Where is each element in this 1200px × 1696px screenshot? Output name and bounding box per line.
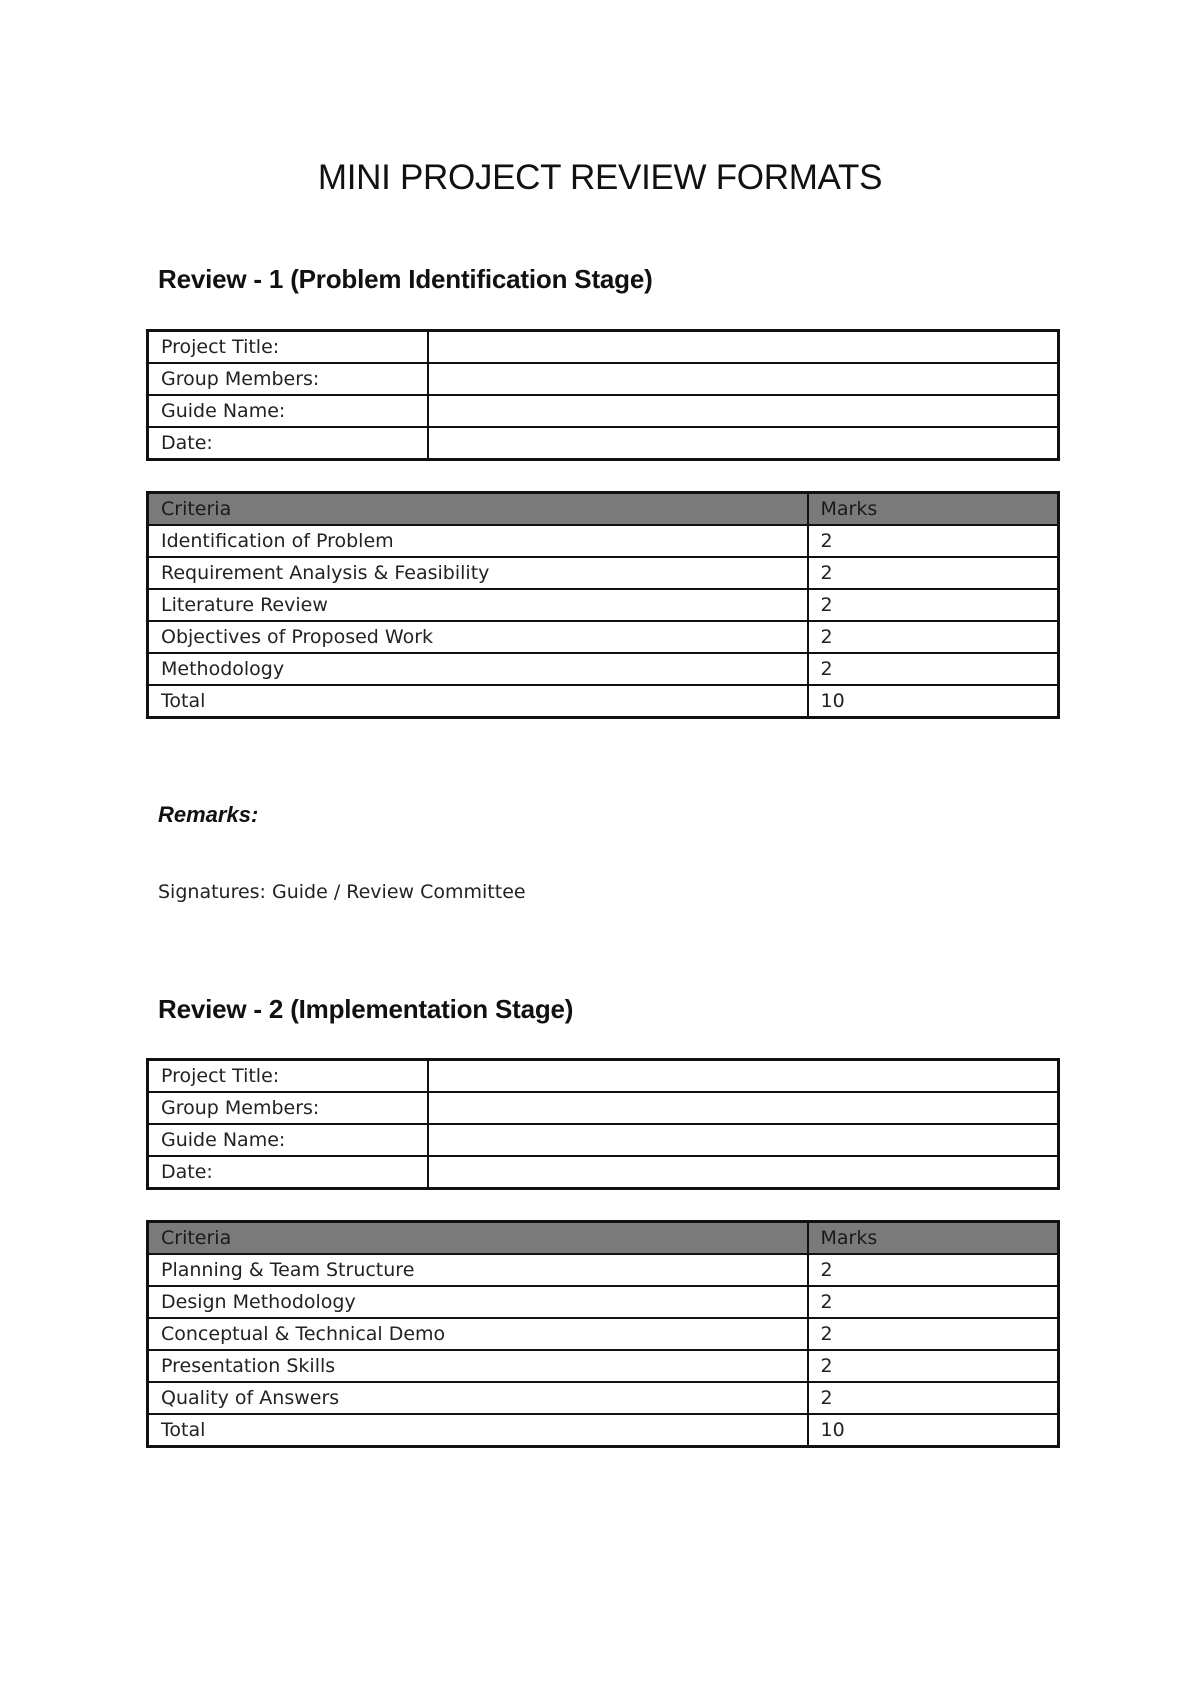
criteria-header: Criteria [148,1222,808,1255]
marks-cell: 2 [808,653,1059,685]
review-1-criteria-table [146,491,1060,719]
date-field[interactable] [428,427,1059,460]
info-row-guide-name [148,1124,1059,1156]
table-row [148,1318,1059,1350]
review-2-criteria-table [146,1220,1060,1448]
info-label: Date: [148,1156,428,1189]
group-members-field[interactable] [428,1092,1059,1124]
review-1-info-table [146,329,1060,461]
criteria-cell: Methodology [148,653,808,685]
criteria-cell: Total [148,685,808,718]
table-row [148,589,1059,621]
marks-header: Marks [808,1222,1059,1255]
criteria-cell: Presentation Skills [148,1350,808,1382]
review-1-heading: Review - 1 (Problem Identification Stage) [158,264,653,294]
info-label: Project Title: [148,1060,428,1093]
criteria-cell: Conceptual & Technical Demo [148,1318,808,1350]
criteria-header-row [148,493,1059,526]
date-field[interactable] [428,1156,1059,1189]
marks-cell: 2 [808,621,1059,653]
guide-name-field[interactable] [428,395,1059,427]
table-row [148,653,1059,685]
table-row [148,1286,1059,1318]
table-row-total [148,685,1059,718]
marks-cell: 10 [808,685,1059,718]
criteria-cell: Quality of Answers [148,1382,808,1414]
info-label: Guide Name: [148,1124,428,1156]
info-row-project-title [148,331,1059,364]
marks-cell: 2 [808,1286,1059,1318]
criteria-header: Criteria [148,493,808,526]
signatures-line: Signatures: Guide / Review Committee [158,881,526,903]
group-members-field[interactable] [428,363,1059,395]
marks-cell: 2 [808,525,1059,557]
remarks-label: Remarks: [158,802,259,827]
criteria-cell: Literature Review [148,589,808,621]
guide-name-field[interactable] [428,1124,1059,1156]
info-label: Guide Name: [148,395,428,427]
criteria-cell: Requirement Analysis & Feasibility [148,557,808,589]
criteria-cell: Objectives of Proposed Work [148,621,808,653]
table-row [148,1350,1059,1382]
marks-cell: 2 [808,1318,1059,1350]
page-title: MINI PROJECT REVIEW FORMATS [317,158,883,197]
info-label: Project Title: [148,331,428,364]
marks-cell: 2 [808,557,1059,589]
marks-cell: 2 [808,589,1059,621]
table-row [148,621,1059,653]
info-row-date [148,1156,1059,1189]
criteria-cell: Identification of Problem [148,525,808,557]
table-row [148,1382,1059,1414]
marks-cell: 10 [808,1414,1059,1447]
criteria-header-row [148,1222,1059,1255]
project-title-field[interactable] [428,331,1059,364]
table-row-total [148,1414,1059,1447]
info-label: Group Members: [148,1092,428,1124]
info-label: Date: [148,427,428,460]
project-title-field[interactable] [428,1060,1059,1093]
info-label: Group Members: [148,363,428,395]
marks-cell: 2 [808,1350,1059,1382]
table-row [148,557,1059,589]
marks-cell: 2 [808,1254,1059,1286]
review-2-info-table [146,1058,1060,1190]
review-2-heading: Review - 2 (Implementation Stage) [158,994,574,1024]
info-row-group-members [148,1092,1059,1124]
criteria-cell: Planning & Team Structure [148,1254,808,1286]
table-row [148,525,1059,557]
marks-header: Marks [808,493,1059,526]
criteria-cell: Total [148,1414,808,1447]
info-row-group-members [148,363,1059,395]
table-row [148,1254,1059,1286]
info-row-guide-name [148,395,1059,427]
marks-cell: 2 [808,1382,1059,1414]
info-row-project-title [148,1060,1059,1093]
info-row-date [148,427,1059,460]
criteria-cell: Design Methodology [148,1286,808,1318]
